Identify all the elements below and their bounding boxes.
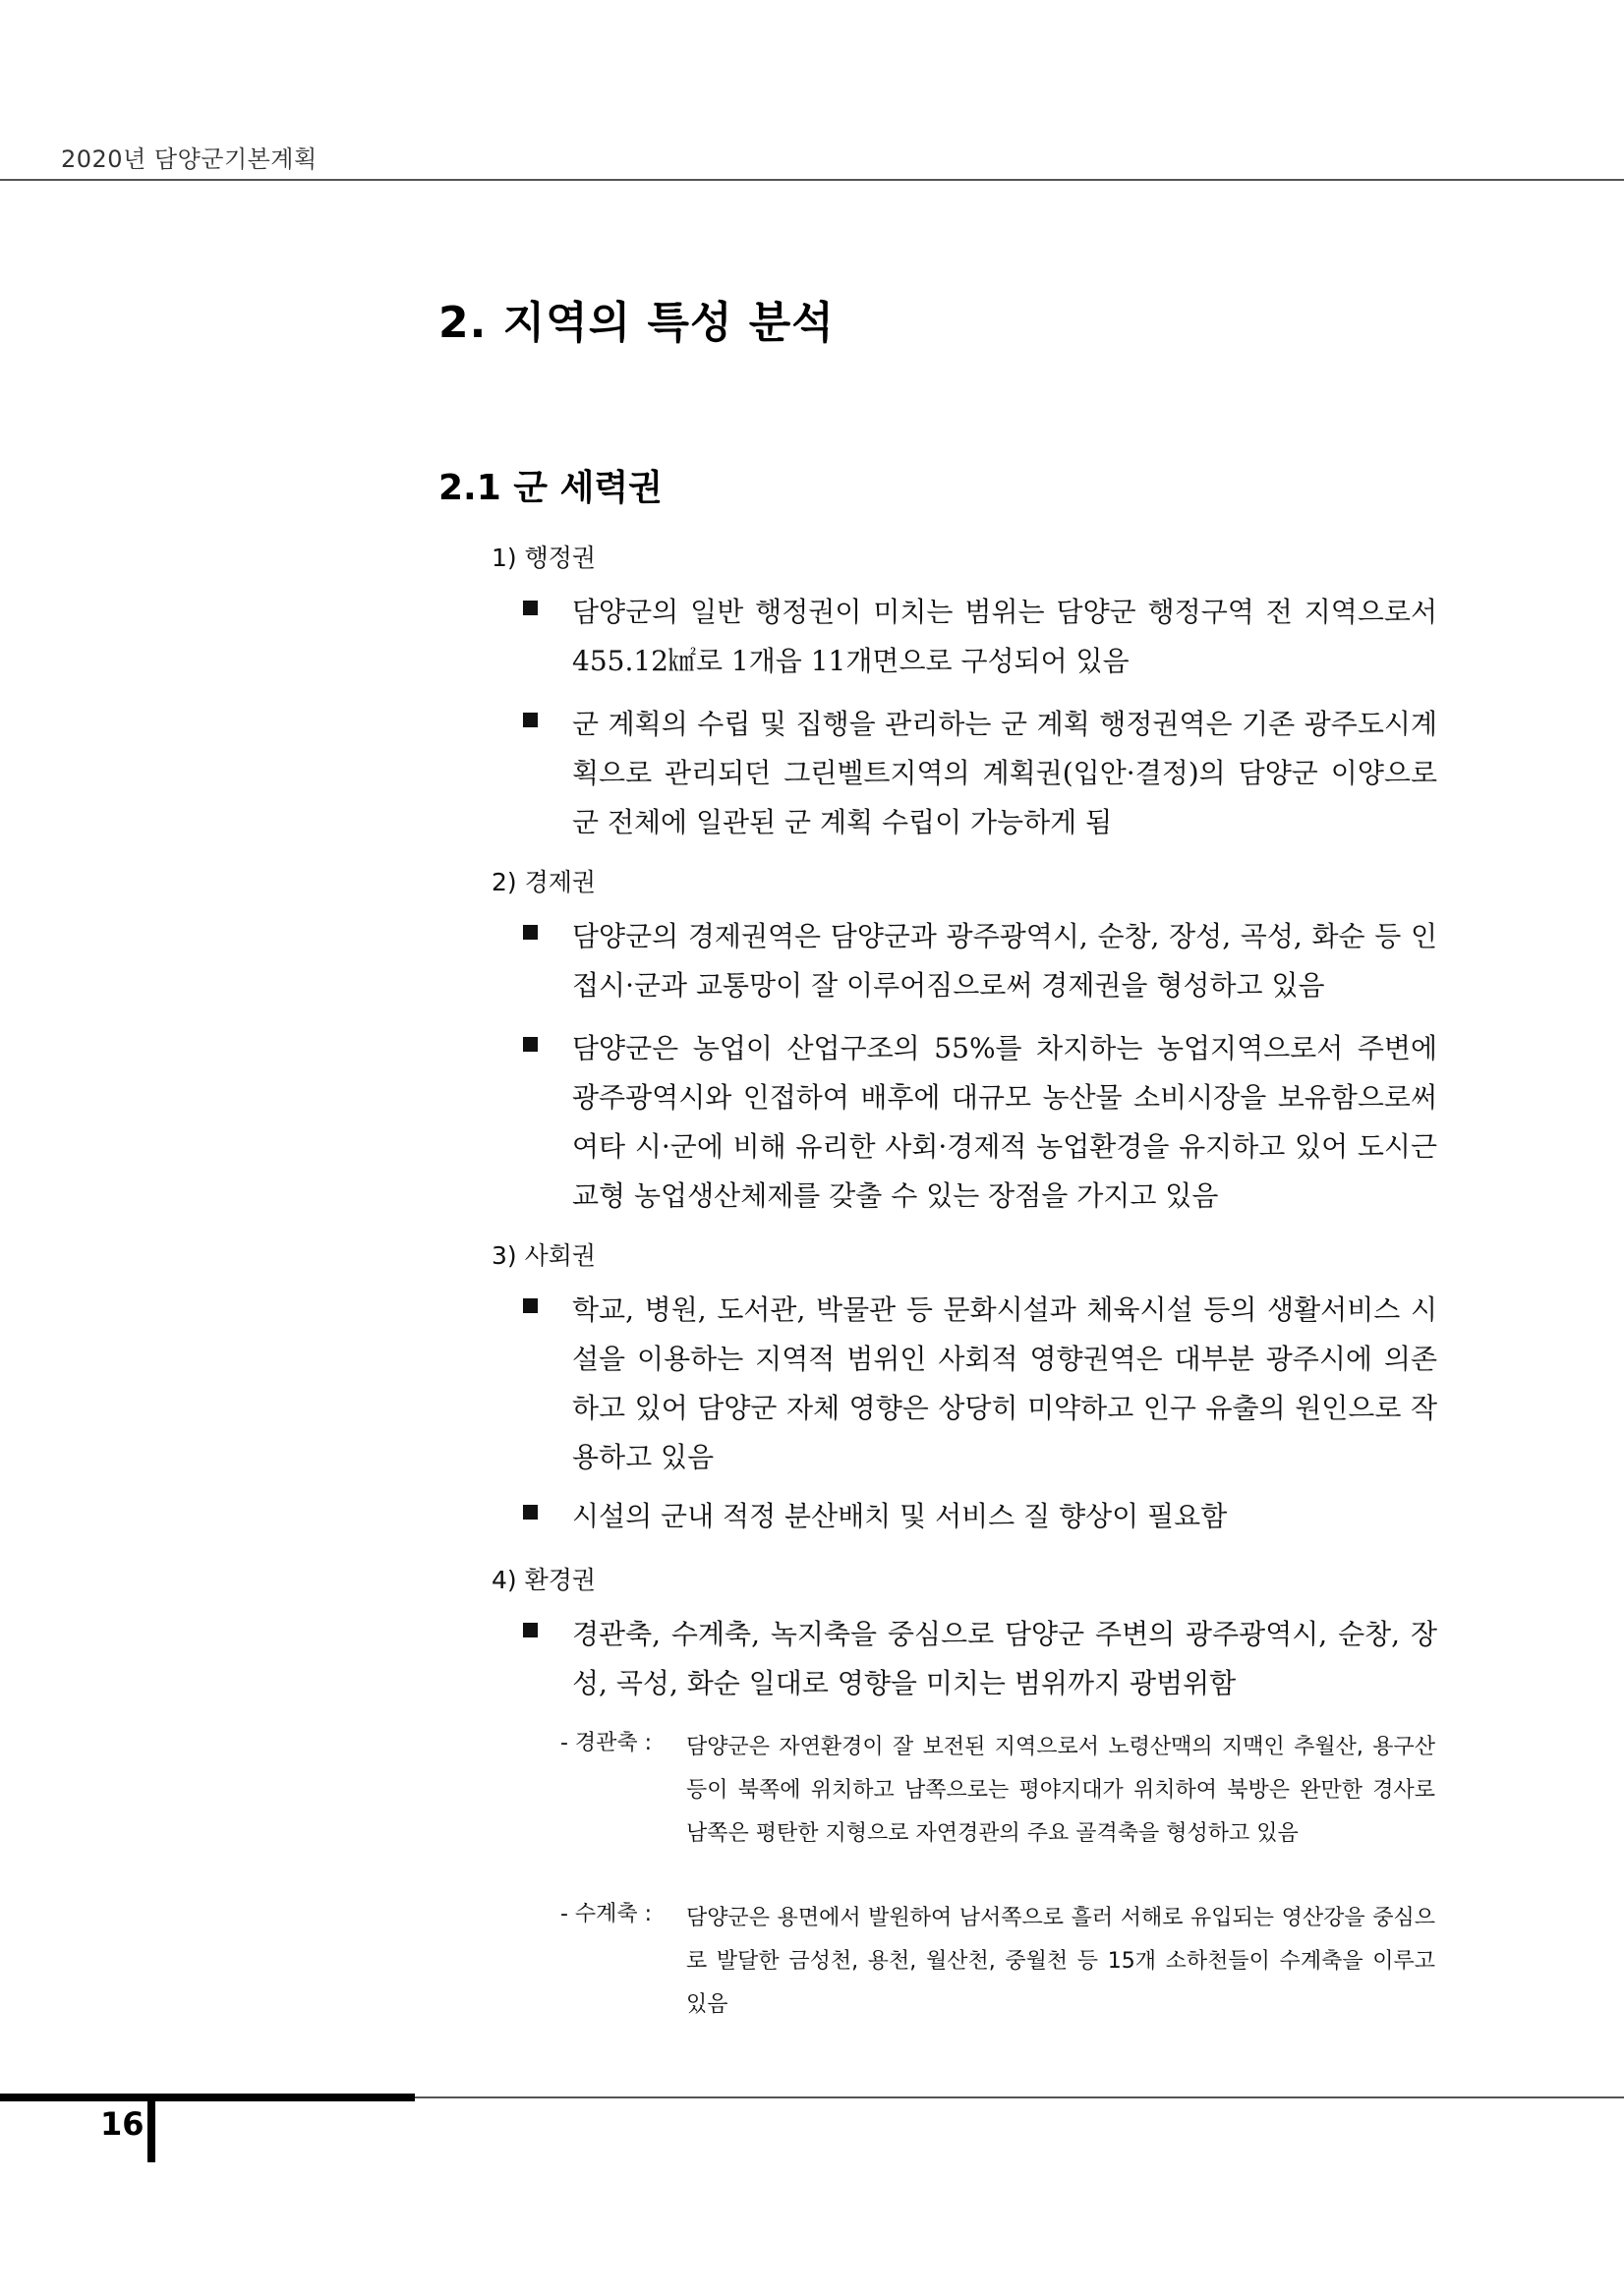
footer-rule-thin	[415, 2096, 1624, 2098]
bullet-text: 담양군은 농업이 산업구조의 55%를 차지하는 농업지역으로서 주변에 광주광역시와 인접하여 배후에 대규모 농산물 소비시장을 보유함으로써 여타 시·군에 비해 유리한 사회·경제적 농업환경을 유지하고 있어 도시근교형 농업생산체제를 갖출 수 있는 장점을 가지고 있음	[572, 1032, 1437, 1212]
bullet-text: 경관축, 수계축, 녹지축을 중심으로 담양군 주변의 광주광역시, 순창, 장성, 곡성, 화순 일대로 영향을 미치는 범위까지 광범위함	[572, 1618, 1437, 1699]
bullet-square-icon	[523, 1037, 538, 1052]
subsection-label-administrative: 1) 행정권	[492, 544, 597, 572]
page-number: 16	[100, 2105, 145, 2143]
list-item	[523, 588, 1437, 686]
header-title: 2020년 담양군기본계획	[61, 145, 318, 173]
bullet-text: 학교, 병원, 도서관, 박물관 등 문화시설과 체육시설 등의 생활서비스 시설을 이용하는 지역적 범위인 사회적 영향권역은 대부분 광주시에 의존하고 있어 담양군 자체 영향은 상당히 미약하고 인구 유출의 원인으로 작용하고 있음	[572, 1293, 1437, 1473]
detail-lead: - 경관축 :	[560, 1731, 653, 1755]
detail-item-landscape-axis	[560, 1726, 1435, 1856]
page-number-bar	[147, 2099, 155, 2162]
list-item	[523, 1024, 1437, 1221]
bullet-square-icon	[523, 1505, 538, 1520]
bullet-square-icon	[523, 1623, 538, 1637]
bullet-text: 시설의 군내 적정 분산배치 및 서비스 질 향상이 필요함	[572, 1500, 1228, 1532]
bullet-square-icon	[523, 1298, 538, 1313]
subsection-label-social: 3) 사회권	[492, 1241, 597, 1270]
chapter-title: 2. 지역의 특성 분석	[438, 298, 835, 348]
bullet-text: 담양군의 경제권역은 담양군과 광주광역시, 순창, 장성, 곡성, 화순 등 인접시·군과 교통망이 잘 이루어짐으로써 경제권을 형성하고 있음	[572, 920, 1437, 1002]
footer-rule-thick	[0, 2094, 415, 2101]
bullet-square-icon	[523, 925, 538, 940]
list-item	[523, 1286, 1437, 1482]
subsection-label-environmental: 4) 환경권	[492, 1566, 597, 1594]
list-item	[523, 1610, 1437, 1708]
bullet-square-icon	[523, 601, 538, 615]
section-title: 2.1 군 세력권	[438, 468, 663, 508]
bullet-text: 담양군의 일반 행정권이 미치는 범위는 담양군 행정구역 전 지역으로서 455.12㎢로 1개읍 11개면으로 구성되어 있음	[572, 596, 1437, 677]
list-item	[523, 700, 1437, 847]
header-rule	[0, 179, 1624, 181]
list-item	[523, 912, 1437, 1010]
detail-item-water-axis	[560, 1897, 1435, 2027]
bullet-text: 군 계획의 수립 및 집행을 관리하는 군 계획 행정권역은 기존 광주도시계획으로 관리되던 그린벨트지역의 계획권(입안·결정)의 담양군 이양으로 군 전체에 일관된 군 계획 수립이 가능하게 됨	[572, 708, 1437, 838]
detail-text: 담양군은 자연환경이 잘 보전된 지역으로서 노령산맥의 지맥인 추월산, 용구산 등이 북쪽에 위치하고 남쪽으로는 평야지대가 위치하여 북방은 완만한 경사로 남쪽은 평탄한 지형으로 자연경관의 주요 골격축을 형성하고 있음	[686, 1735, 1435, 1846]
list-item	[523, 1492, 1437, 1541]
detail-lead: - 수계축 :	[560, 1902, 653, 1926]
detail-text: 담양군은 용면에서 발원하여 남서쪽으로 흘러 서해로 유입되는 영산강을 중심으로 발달한 금성천, 용천, 월산천, 중월천 등 15개 소하천들이 수계축을 이루고 있음	[686, 1906, 1435, 2017]
subsection-label-economic: 2) 경제권	[492, 868, 597, 896]
bullet-square-icon	[523, 713, 538, 727]
